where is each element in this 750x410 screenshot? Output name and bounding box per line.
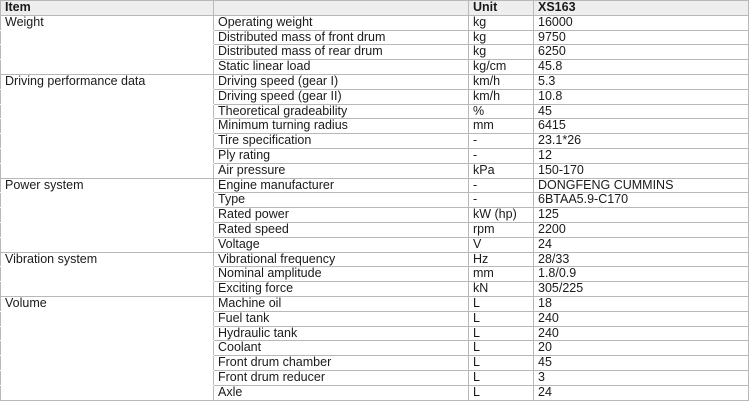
unit-cell: km/h <box>469 89 534 104</box>
table-row <box>1 282 749 297</box>
param-cell: Distributed mass of rear drum <box>214 45 469 60</box>
table-row <box>1 208 749 223</box>
param-cell: Coolant <box>214 341 469 356</box>
param-cell: Driving speed (gear I) <box>214 74 469 89</box>
unit-cell: km/h <box>469 74 534 89</box>
table-row <box>1 341 749 356</box>
value-cell: 28/33 <box>534 252 749 267</box>
category-cell-empty <box>1 356 214 371</box>
value-cell: 16000 <box>534 15 749 30</box>
unit-cell: mm <box>469 119 534 134</box>
value-cell: 45 <box>534 104 749 119</box>
param-cell: Axle <box>214 385 469 400</box>
category-cell: Volume <box>1 296 214 311</box>
param-cell: Rated speed <box>214 222 469 237</box>
table-row <box>1 74 749 89</box>
category-cell-empty <box>1 104 214 119</box>
unit-cell: kg/cm <box>469 60 534 75</box>
category-cell-empty <box>1 89 214 104</box>
value-cell: 12 <box>534 148 749 163</box>
unit-cell: L <box>469 311 534 326</box>
unit-cell: kW (hp) <box>469 208 534 223</box>
unit-cell: L <box>469 370 534 385</box>
header-model: XS163 <box>534 1 749 16</box>
header-unit: Unit <box>469 1 534 16</box>
param-cell: Ply rating <box>214 148 469 163</box>
param-cell: Front drum reducer <box>214 370 469 385</box>
table-row <box>1 119 749 134</box>
table-row <box>1 148 749 163</box>
param-cell: Vibrational frequency <box>214 252 469 267</box>
unit-cell: kg <box>469 45 534 60</box>
unit-cell: - <box>469 178 534 193</box>
value-cell: 305/225 <box>534 282 749 297</box>
category-cell-empty <box>1 385 214 400</box>
param-cell: Exciting force <box>214 282 469 297</box>
category-cell: Weight <box>1 15 214 30</box>
value-cell: 9750 <box>534 30 749 45</box>
unit-cell: V <box>469 237 534 252</box>
param-cell: Static linear load <box>214 60 469 75</box>
value-cell: 23.1*26 <box>534 134 749 149</box>
value-cell: DONGFENG CUMMINS <box>534 178 749 193</box>
category-cell-empty <box>1 163 214 178</box>
param-cell: Operating weight <box>214 15 469 30</box>
value-cell: 240 <box>534 326 749 341</box>
unit-cell: kg <box>469 30 534 45</box>
param-cell: Air pressure <box>214 163 469 178</box>
category-cell-empty <box>1 282 214 297</box>
value-cell: 6BTAA5.9-C170 <box>534 193 749 208</box>
spec-table-body <box>1 15 749 400</box>
param-cell: Driving speed (gear II) <box>214 89 469 104</box>
param-cell: Hydraulic tank <box>214 326 469 341</box>
header-row <box>1 1 749 16</box>
table-row <box>1 60 749 75</box>
value-cell: 20 <box>534 341 749 356</box>
value-cell: 45 <box>534 356 749 371</box>
unit-cell: kg <box>469 15 534 30</box>
value-cell: 18 <box>534 296 749 311</box>
unit-cell: L <box>469 356 534 371</box>
category-cell-empty <box>1 370 214 385</box>
table-row <box>1 193 749 208</box>
table-row <box>1 252 749 267</box>
param-cell: Rated power <box>214 208 469 223</box>
param-cell: Front drum chamber <box>214 356 469 371</box>
table-row <box>1 45 749 60</box>
param-cell: Machine oil <box>214 296 469 311</box>
table-row <box>1 222 749 237</box>
category-cell: Vibration system <box>1 252 214 267</box>
value-cell: 1.8/0.9 <box>534 267 749 282</box>
value-cell: 125 <box>534 208 749 223</box>
param-cell: Distributed mass of front drum <box>214 30 469 45</box>
category-cell-empty <box>1 208 214 223</box>
value-cell: 10.8 <box>534 89 749 104</box>
header-item: Item <box>1 1 214 16</box>
category-cell-empty <box>1 119 214 134</box>
table-row <box>1 370 749 385</box>
unit-cell: L <box>469 341 534 356</box>
category-cell-empty <box>1 311 214 326</box>
unit-cell: - <box>469 134 534 149</box>
unit-cell: Hz <box>469 252 534 267</box>
param-cell: Minimum turning radius <box>214 119 469 134</box>
param-cell: Voltage <box>214 237 469 252</box>
category-cell-empty <box>1 193 214 208</box>
category-cell-empty <box>1 30 214 45</box>
value-cell: 2200 <box>534 222 749 237</box>
value-cell: 150-170 <box>534 163 749 178</box>
value-cell: 5.3 <box>534 74 749 89</box>
category-cell: Driving performance data <box>1 74 214 89</box>
table-row <box>1 30 749 45</box>
value-cell: 24 <box>534 237 749 252</box>
param-cell: Fuel tank <box>214 311 469 326</box>
table-row <box>1 311 749 326</box>
table-row <box>1 356 749 371</box>
unit-cell: - <box>469 193 534 208</box>
value-cell: 45.8 <box>534 60 749 75</box>
param-cell: Tire specification <box>214 134 469 149</box>
table-row <box>1 385 749 400</box>
category-cell-empty <box>1 326 214 341</box>
category-cell: Power system <box>1 178 214 193</box>
param-cell: Nominal amplitude <box>214 267 469 282</box>
unit-cell: kN <box>469 282 534 297</box>
category-cell-empty <box>1 60 214 75</box>
param-cell: Engine manufacturer <box>214 178 469 193</box>
unit-cell: mm <box>469 267 534 282</box>
table-row <box>1 178 749 193</box>
header-param <box>214 1 469 16</box>
value-cell: 24 <box>534 385 749 400</box>
value-cell: 6415 <box>534 119 749 134</box>
table-row <box>1 15 749 30</box>
param-cell: Type <box>214 193 469 208</box>
category-cell-empty <box>1 237 214 252</box>
category-cell-empty <box>1 222 214 237</box>
value-cell: 3 <box>534 370 749 385</box>
unit-cell: rpm <box>469 222 534 237</box>
table-row <box>1 89 749 104</box>
table-row <box>1 163 749 178</box>
value-cell: 240 <box>534 311 749 326</box>
table-row <box>1 134 749 149</box>
table-row <box>1 326 749 341</box>
table-row <box>1 267 749 282</box>
category-cell-empty <box>1 134 214 149</box>
unit-cell: % <box>469 104 534 119</box>
unit-cell: L <box>469 385 534 400</box>
table-row <box>1 296 749 311</box>
unit-cell: L <box>469 296 534 311</box>
param-cell: Theoretical gradeability <box>214 104 469 119</box>
category-cell-empty <box>1 45 214 60</box>
category-cell-empty <box>1 148 214 163</box>
category-cell-empty <box>1 341 214 356</box>
value-cell: 6250 <box>534 45 749 60</box>
unit-cell: - <box>469 148 534 163</box>
table-row <box>1 104 749 119</box>
unit-cell: L <box>469 326 534 341</box>
unit-cell: kPa <box>469 163 534 178</box>
category-cell-empty <box>1 267 214 282</box>
table-row <box>1 237 749 252</box>
